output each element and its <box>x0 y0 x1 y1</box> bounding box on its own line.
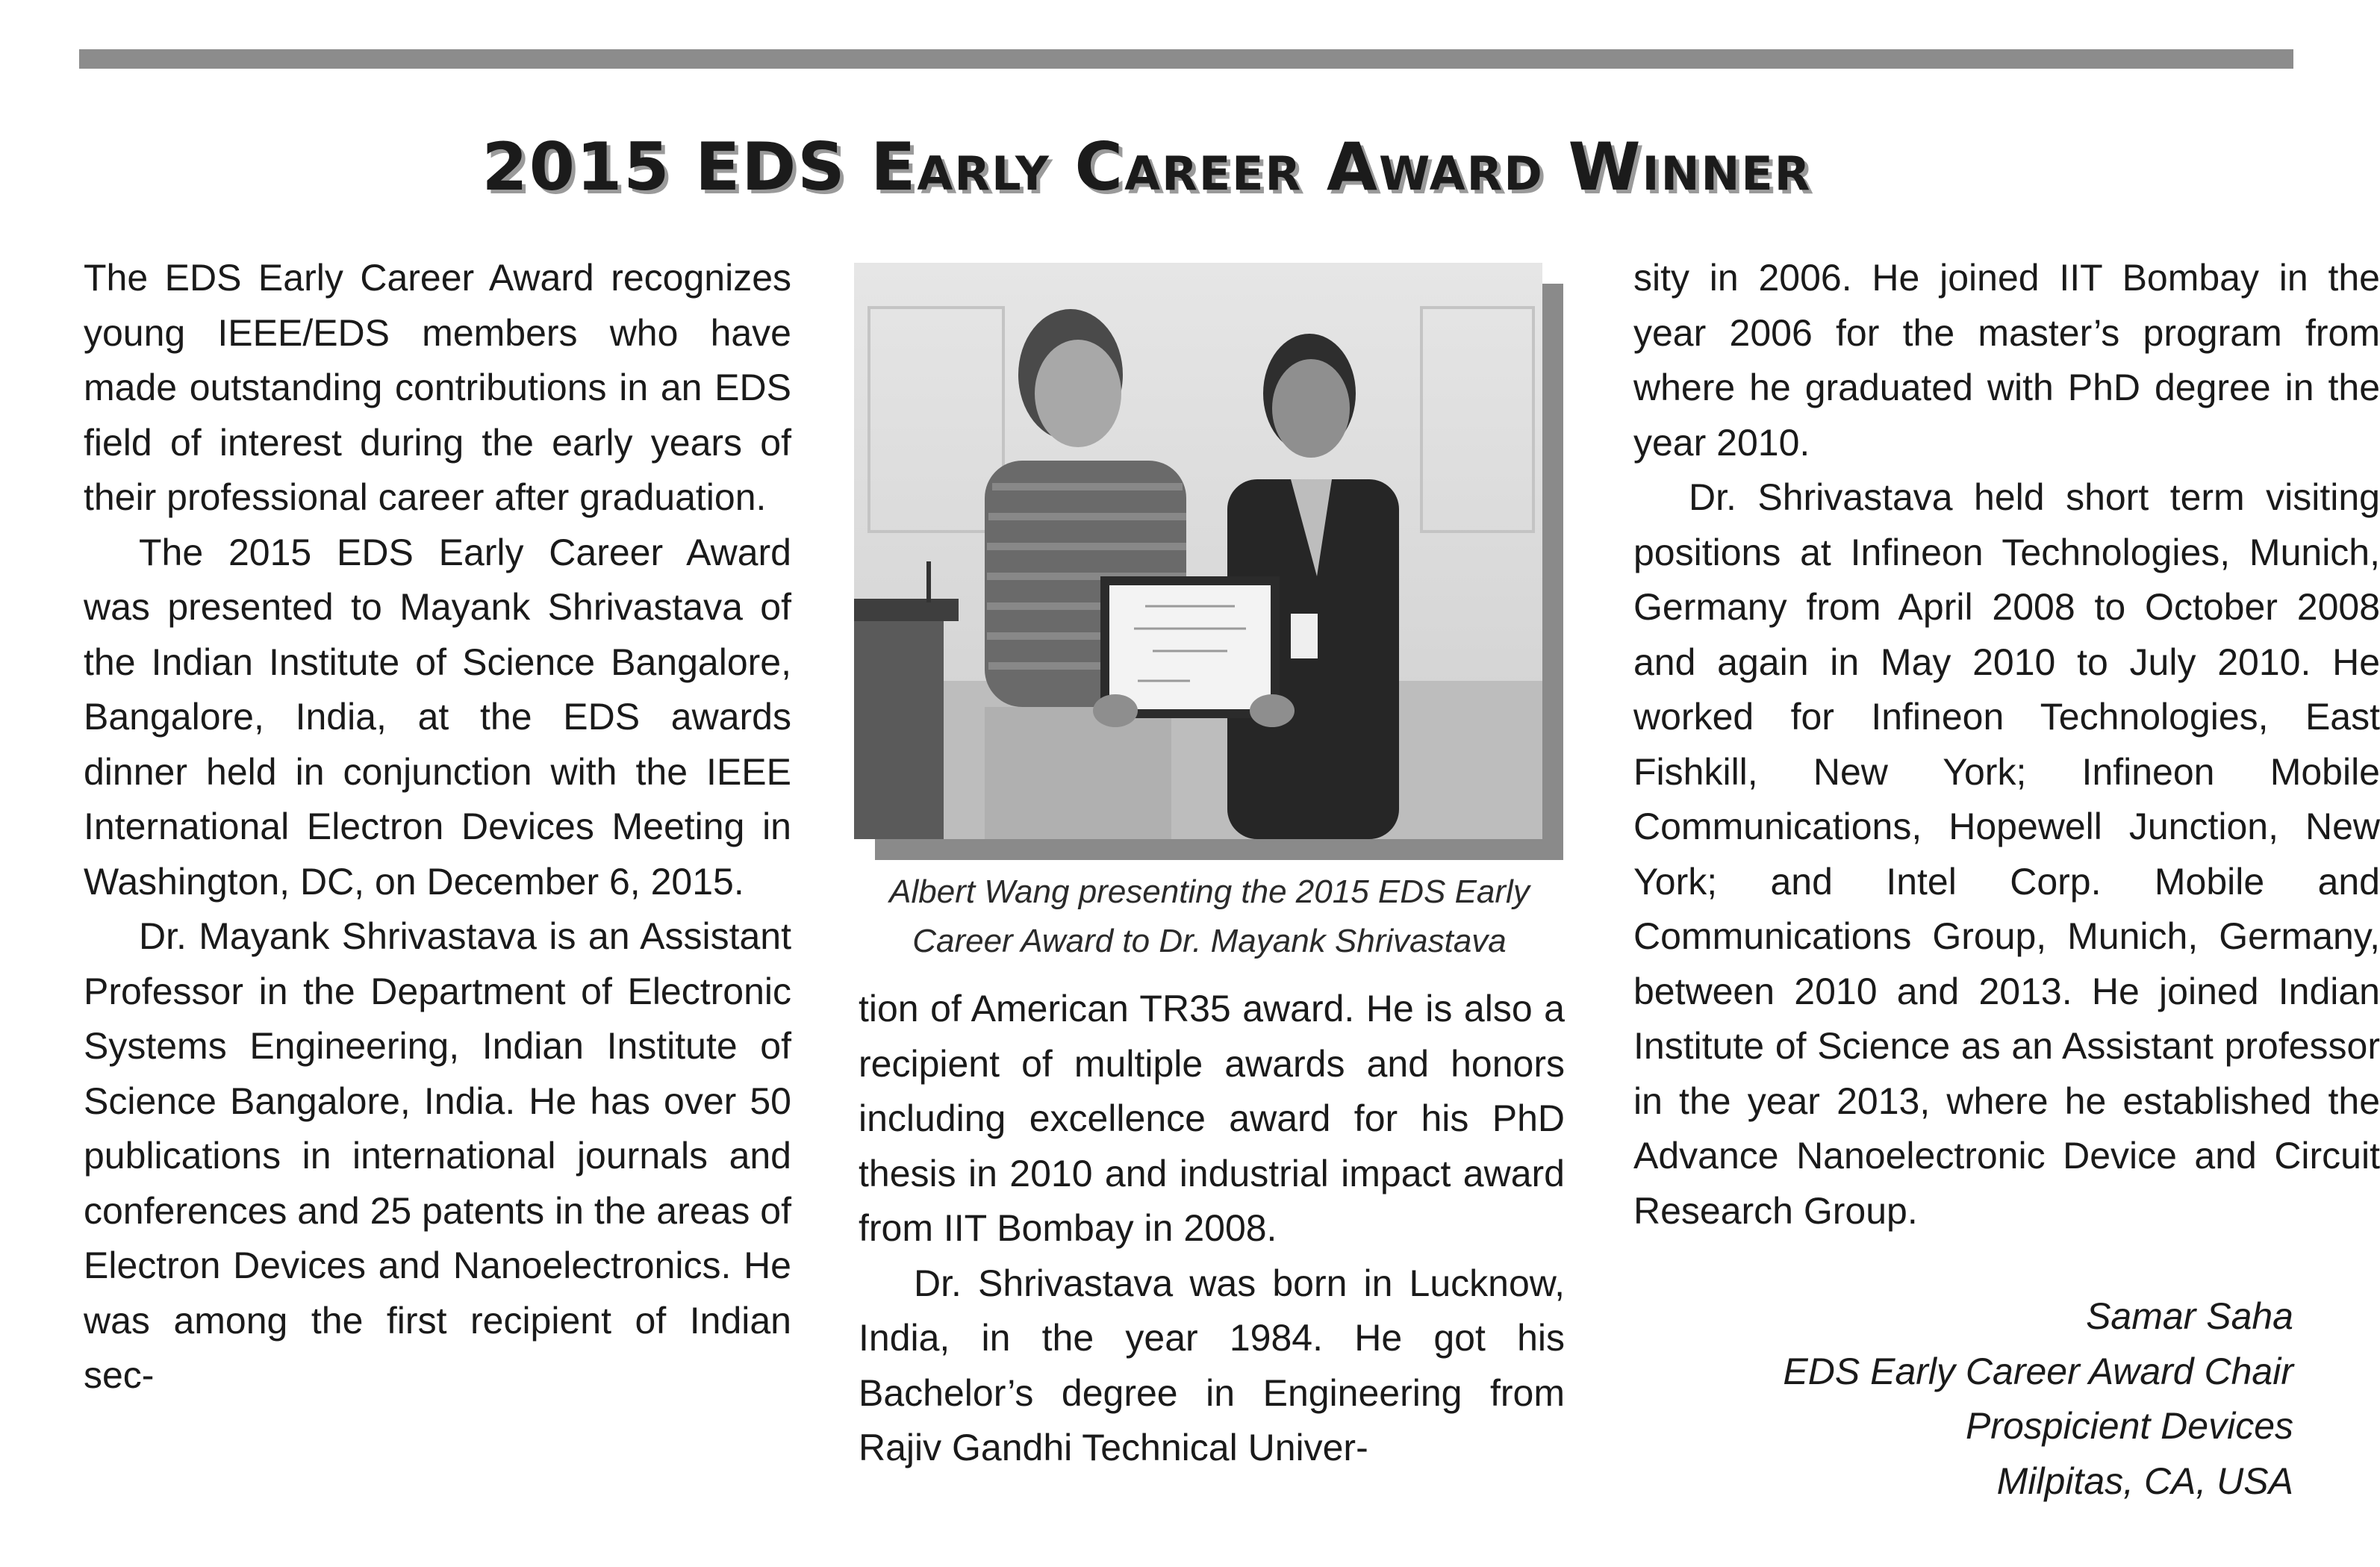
award-photo <box>854 263 1563 860</box>
title-year: 2015 <box>482 128 671 205</box>
paragraph-degrees: sity in 2006. He joined IIT Bombay in the year 2006 for the master’s program from where he graduated with PhD degree in the year 2010. <box>1633 257 2380 464</box>
title-rest: Early Career Award Winner <box>870 128 1812 205</box>
signature-name: Samar Saha <box>2086 1295 2293 1337</box>
signature-company: Prospicient Devices <box>1965 1405 2293 1447</box>
signature-role: EDS Early Career Award Chair <box>1783 1350 2293 1392</box>
article-title <box>0 128 2293 205</box>
paragraph-career: Dr. Shrivastava held short term visiting positions at Infineon Technologies, Munich, Germany from April 2008 to October 2008 and again in May 2010 to July 2010. He worked for Infineon Technologies, East Fishkill, New York; Infineon Mobile Communications, Hopewell Junction, New York; and Intel Corp. Mobile and Communications Group, Munich, Germany, between 2010 and 2013. He joined Indian Institute of Science as an Assistant professor in the year 2013, where he established the Advance Nanoelectronic Device and Circuit Research Group. <box>1633 476 2380 1232</box>
signature-block <box>1472 1289 2293 1509</box>
paragraph-education: Dr. Shrivastava was born in Lucknow, India, in the year 1984. He got his Bachelor’s degree in Engineering from Rajiv Gandhi Technical Univer- <box>859 1262 1565 1468</box>
photo-caption: Albert Wang presenting the 2015 EDS Early Career Award to Dr. Mayank Shrivastava <box>889 873 1530 959</box>
title-eds: EDS <box>695 128 847 205</box>
paragraph-presented: The 2015 EDS Early Career Award was presented to Mayank Shrivastava of the Indian Institute of Science Bangalore, Bangalore, India, at the EDS awards dinner held in conjunction with the IEEE International Electron Devices Meeting in Washington, DC, on December 6, 2015. <box>84 531 791 903</box>
paragraph-bio: Dr. Mayank Shrivastava is an Assistant Professor in the Department of Electronic Systems Engineering, Indian Institute of Science Bangalore, India. He has over 50 publications in international journals and conferences and 25 patents in the areas of Electron Devices and Nanoelectronics. He was among the first recipient of Indian sec- <box>84 915 791 1396</box>
column-3 <box>1633 251 2380 1239</box>
column-2 <box>859 982 1565 1476</box>
paragraph-intro: The EDS Early Career Award recognizes young IEEE/EDS members who have made outstanding contributions in an EDS field of interest during the early years of their professional career after graduation. <box>84 257 791 518</box>
signature-location: Milpitas, CA, USA <box>1996 1459 2293 1502</box>
paragraph-awards: tion of American TR35 award. He is also a recipient of multiple awards and honors including excellence award for his PhD thesis in 2010 and industrial impact award from IIT Bombay in 2008. <box>859 988 1565 1249</box>
photo-image <box>854 263 1542 839</box>
header-rule <box>79 49 2293 69</box>
column-1 <box>84 251 791 1404</box>
